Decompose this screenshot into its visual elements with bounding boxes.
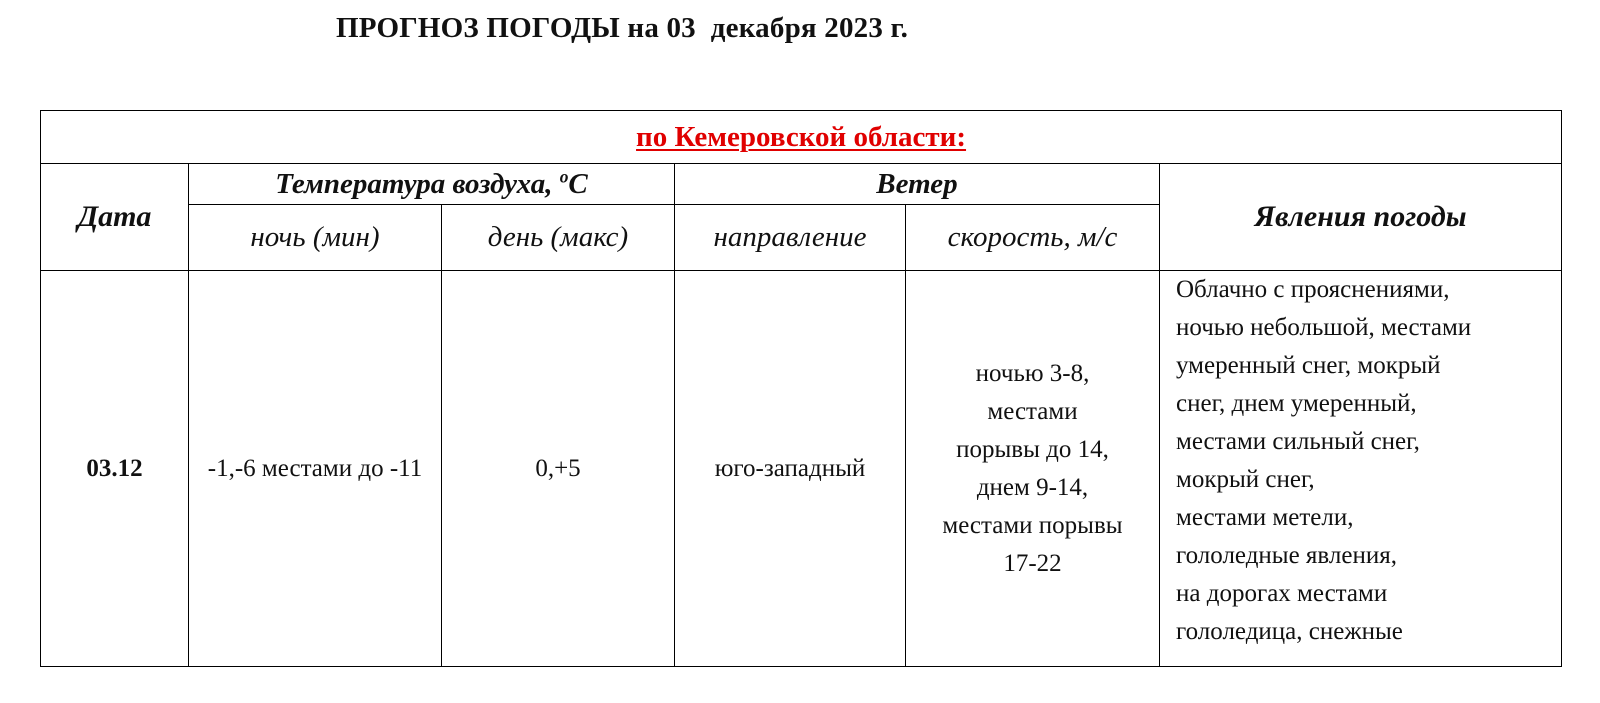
wind-direction-header: направление xyxy=(675,205,906,271)
region-title: по Кемеровской области: xyxy=(636,120,967,153)
wind-speed-line: 17-22 xyxy=(1003,549,1062,577)
day-temp-header: день (макс) xyxy=(442,205,675,271)
temperature-header xyxy=(189,164,675,205)
phenomena-cell xyxy=(1160,271,1562,667)
phenomena-line: ночью небольшой, местами xyxy=(1176,314,1472,341)
phenomena-line: местами метели, xyxy=(1176,504,1354,531)
region-row xyxy=(41,111,1562,164)
phenomena-line: умеренный снег, мокрый xyxy=(1176,352,1441,379)
phenomena-header: Явления погоды xyxy=(1160,164,1562,271)
temperature-header-label: Температура воздуха, xyxy=(275,167,560,200)
phenomena-line: на дорогах местами xyxy=(1176,580,1388,607)
document-title: ПРОГНОЗ ПОГОДЫ на 03 декабря 2023 г. xyxy=(336,12,909,44)
header-group-row xyxy=(41,164,1562,205)
phenomena-line: гололедные явления, xyxy=(1176,542,1397,569)
wind-speed-header: скорость, м/с xyxy=(906,205,1160,271)
region-cell xyxy=(41,111,1562,164)
temperature-degree-mark: о xyxy=(559,165,569,186)
phenomena-line: мокрый снег, xyxy=(1176,466,1315,493)
night-temp-header: ночь (мин) xyxy=(189,205,442,271)
date-cell: 03.12 xyxy=(41,271,189,667)
forecast-table xyxy=(40,110,1562,667)
table-row xyxy=(41,271,1562,667)
wind-speed-line: порывы до 14, xyxy=(956,435,1109,463)
night-temp-value: -1,-6 местами до -11 xyxy=(207,454,423,482)
day-temp-cell: 0,+5 xyxy=(442,271,675,667)
night-temp-cell xyxy=(189,271,442,667)
phenomena-line: снег, днем умеренный, xyxy=(1176,390,1417,417)
wind-speed-line: местами порывы xyxy=(942,511,1123,539)
phenomena-line: Облачно с прояснениями, xyxy=(1176,276,1450,303)
wind-speed-cell xyxy=(906,271,1160,667)
date-header: Дата xyxy=(41,164,189,271)
wind-header: Ветер xyxy=(675,164,1160,205)
wind-speed-line: днем 9-14, xyxy=(976,473,1089,501)
wind-speed-line: ночью 3-8, xyxy=(975,359,1090,387)
wind-speed-line: местами xyxy=(987,397,1078,425)
wind-direction-cell: юго-западный xyxy=(675,271,906,667)
temperature-unit: С xyxy=(568,167,588,200)
phenomena-line: местами сильный снег, xyxy=(1176,428,1420,455)
phenomena-line: гололедица, снежные xyxy=(1176,618,1403,645)
